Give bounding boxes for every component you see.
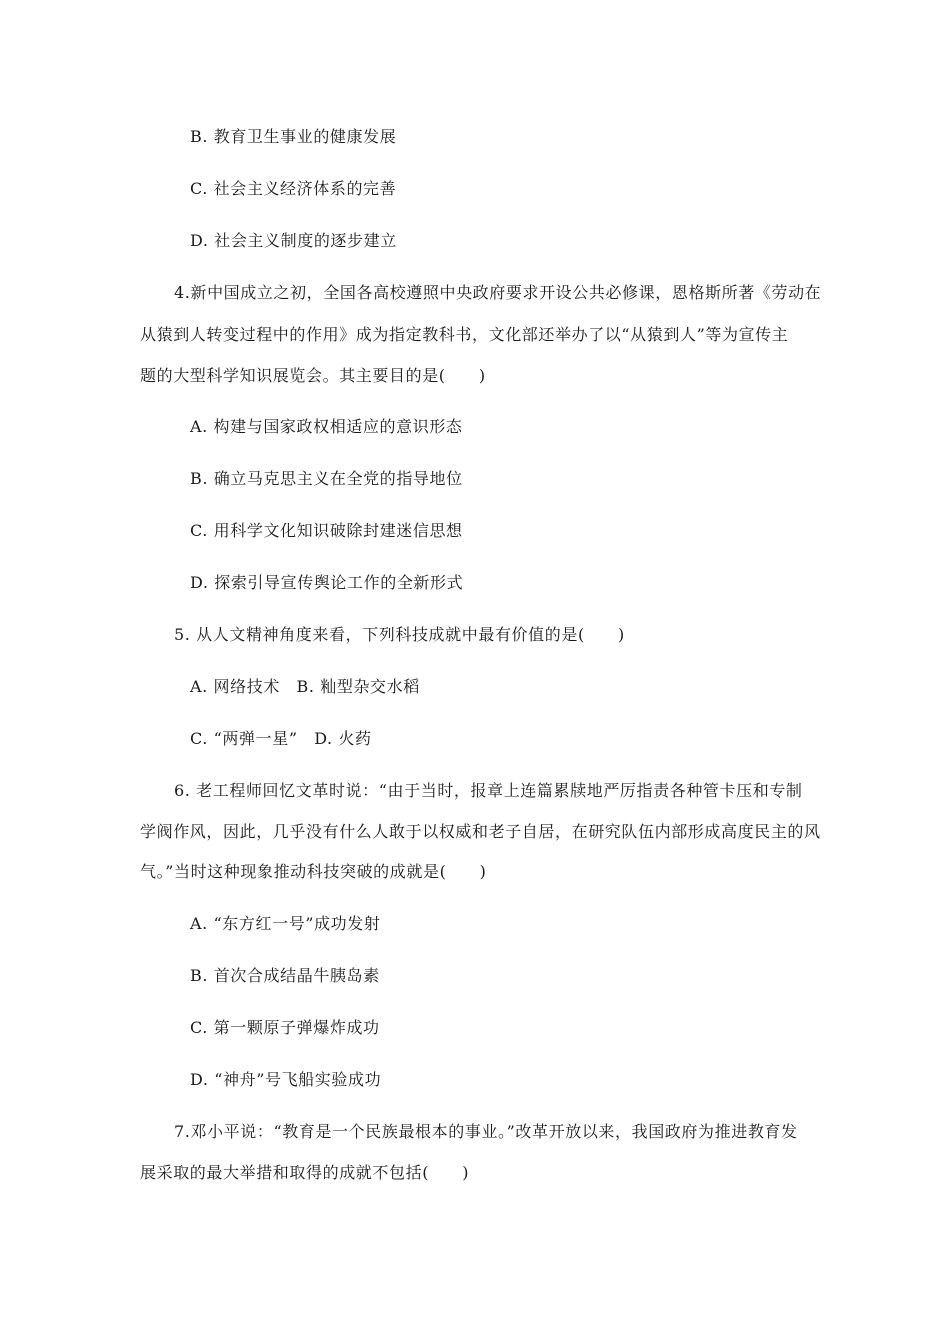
q5-options-ab: A. 网络技术 B. 籼型杂交水稻 <box>190 677 420 696</box>
q4-option-b: B. 确立马克思主义在全党的指导地位 <box>190 469 463 488</box>
q3-option-d: D. 社会主义制度的逐步建立 <box>190 231 397 250</box>
q3-option-b: B. 教育卫生事业的健康发展 <box>190 127 397 146</box>
q4-option-c: C. 用科学文化知识破除封建迷信思想 <box>190 521 463 540</box>
q4-stem-line-1: 4.新中国成立之初，全国各高校遵照中央政府要求开设公共必修课，恩格斯所著《劳动在 <box>174 283 822 302</box>
q6-option-a: A. “东方红一号”成功发射 <box>190 914 381 933</box>
q6-stem-line-3: 气。”当时这种现象推动科技突破的成就是( ) <box>140 862 487 881</box>
q6-stem-line-2: 学阀作风，因此，几乎没有什么人敢于以权威和老子自居，在研究队伍内部形成高度民主的风 <box>140 822 821 841</box>
q4-option-d: D. 探索引导宣传舆论工作的全新形式 <box>190 573 464 592</box>
q5-stem: 5. 从人文精神角度来看，下列科技成就中最有价值的是( ) <box>174 625 625 644</box>
q6-stem-line-1: 6. 老工程师回忆文革时说：“由于当时，报章上连篇累牍地严厉指责各种管卡压和专制 <box>174 781 803 800</box>
q7-stem-line-2: 展采取的最大举措和取得的成就不包括( ) <box>140 1163 470 1182</box>
q7-stem-line-1: 7.邓小平说：“教育是一个民族最根本的事业。”改革开放以来，我国政府为推进教育发 <box>174 1122 798 1141</box>
q3-option-c: C. 社会主义经济体系的完善 <box>190 179 397 198</box>
q6-option-b: B. 首次合成结晶牛胰岛素 <box>190 966 380 985</box>
q6-option-d: D. “神舟”号飞船实验成功 <box>190 1070 382 1089</box>
q4-option-a: A. 构建与国家政权相适应的意识形态 <box>190 417 463 436</box>
q6-option-c: C. 第一颗原子弹爆炸成功 <box>190 1018 380 1037</box>
q4-stem-line-2: 从猿到人转变过程中的作用》成为指定教科书，文化部还举办了以“从猿到人”等为宣传主 <box>140 325 789 344</box>
q4-stem-line-3: 题的大型科学知识展览会。其主要目的是( ) <box>140 366 486 385</box>
q5-options-cd: C. “两弹一星” D. 火药 <box>190 729 372 748</box>
